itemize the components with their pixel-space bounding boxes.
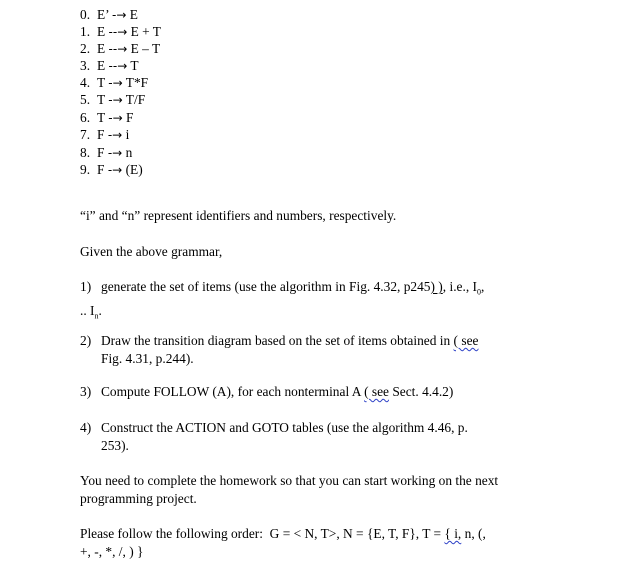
rule-rhs: (E) <box>125 162 143 177</box>
rule-rhs: E <box>129 7 138 22</box>
rule-lhs: E <box>97 24 106 39</box>
rule-arrow: -→ <box>108 93 123 107</box>
rule-arrow: -→ <box>107 163 123 177</box>
rule-rhs: T/F <box>125 92 146 107</box>
rule-lhs: T <box>97 92 105 107</box>
grammar-rule <box>80 145 132 161</box>
grammar-rule <box>80 24 161 40</box>
rule-number: 9. <box>80 162 91 177</box>
subscript-n: n <box>94 311 99 321</box>
rule-lhs: E’ <box>97 7 109 22</box>
rule-arrow: --→ <box>108 42 128 56</box>
task-text-underlined: ) ) <box>430 279 443 294</box>
task-item-4 <box>80 419 540 455</box>
task-label: 3) <box>80 384 92 399</box>
rule-number: 4. <box>80 75 91 90</box>
rule-number: 0. <box>80 7 91 22</box>
task-text-continued: 253). <box>101 438 129 453</box>
rule-number: 6. <box>80 110 91 125</box>
grammar-rule <box>80 58 139 74</box>
rule-arrow: -→ <box>112 8 127 22</box>
task-text: Construct the ACTION and GOTO tables (use the algorithm 4.46, p. <box>101 420 468 435</box>
task-text: .. I <box>80 302 95 318</box>
task-text: . <box>98 302 102 318</box>
rule-rhs: n <box>125 145 133 160</box>
rule-lhs: T <box>97 75 105 90</box>
rule-number: 2. <box>80 41 91 56</box>
order-text: G = < N, T>, N = {E, T, F}, T = <box>269 526 442 541</box>
rule-rhs: E – T <box>130 41 161 56</box>
task-label: 1) <box>80 279 92 294</box>
task-label: 2) <box>80 333 92 348</box>
task-text: Compute FOLLOW (A), for each nonterminal A <box>101 384 361 399</box>
rule-rhs: E + T <box>130 24 161 39</box>
rule-number: 7. <box>80 127 91 142</box>
rule-number: 1. <box>80 24 91 39</box>
rule-rhs: T <box>130 58 139 73</box>
grammar-rule <box>80 127 129 143</box>
rule-rhs: F <box>126 110 134 125</box>
note-paragraph: “i” and “n” represent identifiers and numbers, respectively. <box>80 208 397 223</box>
spellcheck-squiggle: ( see <box>364 384 389 399</box>
grammar-rule <box>80 75 148 91</box>
order-text: +, -, *, /, ) } <box>80 544 144 559</box>
rule-lhs: E <box>97 41 106 56</box>
grammar-rule <box>80 110 134 126</box>
grammar-rule <box>80 41 160 57</box>
rule-lhs: F <box>97 162 105 177</box>
rule-number: 8. <box>80 145 91 160</box>
rule-lhs: T <box>97 110 105 125</box>
task-item-2 <box>80 332 540 368</box>
spellcheck-squiggle: { i, <box>444 526 462 541</box>
rule-lhs: E <box>97 58 106 73</box>
task-text: Draw the transition diagram based on the set of items obtained in <box>101 333 451 348</box>
rule-arrow: --→ <box>108 25 128 39</box>
rule-arrow: -→ <box>108 111 123 125</box>
rule-arrow: -→ <box>107 146 123 160</box>
task-item-1 <box>80 278 540 325</box>
task-item-3 <box>80 383 540 401</box>
subscript-0: 0 <box>477 287 481 297</box>
rule-lhs: F <box>97 145 105 160</box>
order-text: n, (, <box>464 526 486 541</box>
rule-number: 5. <box>80 92 91 107</box>
grammar-rule <box>80 92 145 108</box>
rule-rhs: T*F <box>125 75 149 90</box>
task-text: , i.e., I <box>442 279 477 294</box>
order-text: Please follow the following order: <box>80 526 263 541</box>
rule-arrow: -→ <box>107 128 123 142</box>
task-label: 4) <box>80 420 92 435</box>
task-text: , <box>481 279 485 294</box>
task-text: generate the set of items (use the algorithm in Fig. 4.32, p245 <box>101 279 431 294</box>
task-text-continued: Fig. 4.31, p.244). <box>101 351 194 366</box>
grammar-rule <box>80 7 138 23</box>
grammar-rule <box>80 162 143 178</box>
given-paragraph: Given the above grammar, <box>80 244 223 259</box>
rule-number: 3. <box>80 58 91 73</box>
rule-lhs: F <box>97 127 105 142</box>
rule-arrow: --→ <box>108 59 128 73</box>
order-paragraph <box>80 525 550 561</box>
closing-paragraph: You need to complete the homework so that you can start working on the next programming project. <box>80 473 499 506</box>
rule-arrow: -→ <box>108 76 123 90</box>
spellcheck-squiggle: ( see <box>453 333 479 348</box>
rule-rhs: i <box>125 127 130 142</box>
task-text: Sect. 4.4.2) <box>392 384 454 399</box>
